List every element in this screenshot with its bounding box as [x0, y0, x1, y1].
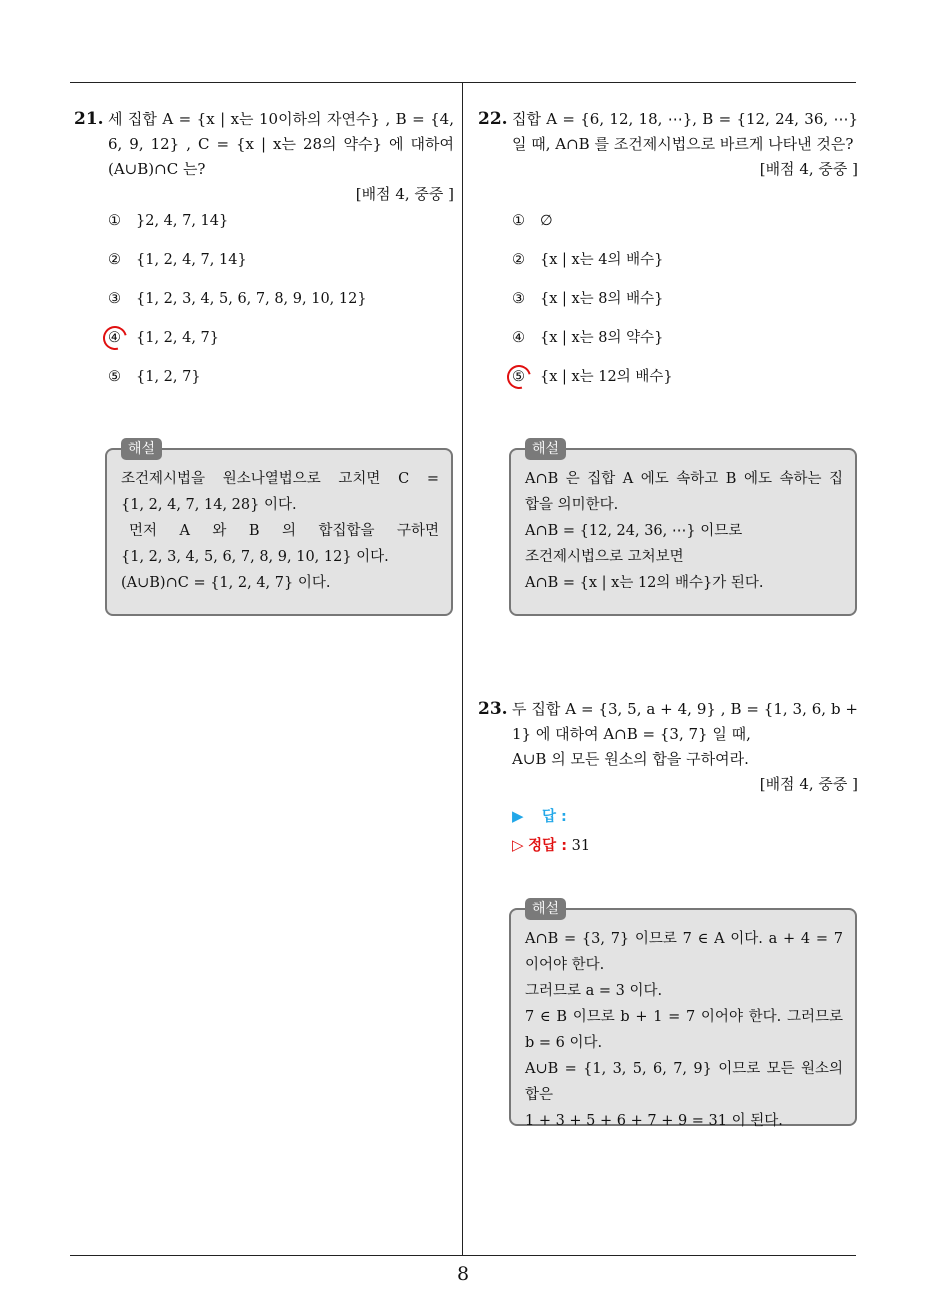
choice-number: ⑤ — [108, 369, 121, 385]
choice-number: ③ — [108, 291, 121, 307]
choice-text: {1, 2, 4, 7, 14} — [136, 252, 247, 268]
choice-4[interactable] — [512, 325, 663, 351]
page-number: 8 — [456, 1263, 470, 1285]
choice-number: ① — [512, 213, 525, 229]
explanation-line: 7 ∈ B 이므로 b + 1 = 7 이어야 한다. 그러므로 — [525, 1009, 843, 1025]
choice-number: ④ — [108, 330, 121, 346]
choice-3[interactable] — [108, 286, 367, 312]
explanation-tag: 해설 — [525, 898, 566, 920]
choice-3[interactable] — [512, 286, 663, 312]
question-number: 21. — [74, 109, 104, 129]
question-number: 23. — [478, 699, 508, 719]
choice-number: ② — [512, 252, 525, 268]
explanation-line: A∩B = {12, 24, 36, ⋯} 이므로 — [525, 523, 743, 539]
choice-number: ③ — [512, 291, 525, 307]
choice-text: {x | x는 4의 배수} — [540, 252, 664, 268]
explanation-line: 1 + 3 + 5 + 6 + 7 + 9 = 31 이 된다. — [525, 1113, 783, 1129]
explanation-line: A∩B 은 집합 A 에도 속하고 B 에도 속하는 집 — [525, 471, 843, 487]
choice-1[interactable] — [108, 208, 228, 234]
explanation-line: 조건제시법을 원소나열법으로 고치면 C = — [121, 471, 439, 487]
red-circle-mark — [99, 322, 132, 355]
answer-row[interactable] — [512, 802, 590, 831]
explanation-line: A∪B = {1, 3, 5, 6, 7, 9} 이므로 모든 원소의 합은 — [525, 1061, 843, 1103]
explanation-line: b = 6 이다. — [525, 1035, 603, 1051]
choice-5[interactable] — [512, 364, 673, 390]
correct-answer-row — [512, 831, 590, 860]
choice-number: ④ — [512, 330, 525, 346]
choice-number: ⑤ — [512, 369, 525, 385]
answer-label: 답 : — [541, 809, 567, 825]
question-meta: [배점 4, 중중 ] — [355, 185, 454, 203]
correct-answer-label: 정답 : — [528, 838, 568, 854]
red-circle-mark — [503, 361, 536, 394]
explanation-box-21 — [105, 441, 453, 616]
explanation-line: A∩B = {3, 7} 이므로 7 ∈ A 이다. a + 4 = 7 — [525, 931, 843, 947]
question-text-2: A∪B 의 모든 원소의 합을 구하여라. — [512, 750, 749, 768]
question-text: 세 집합 A = {x | x는 10이하의 자연수} , B = {4, 6, 9, 12} , C = {x | x는 28의 약수} 에 대하여 (A∪B)∩C 는? — [108, 110, 454, 178]
choice-5[interactable] — [108, 364, 201, 390]
explanation-line: 합을 의미한다. — [525, 497, 619, 513]
choice-2[interactable] — [512, 247, 663, 273]
explanation-line: {1, 2, 4, 7, 14, 28} 이다. — [121, 497, 297, 513]
explanation-box-23 — [509, 901, 857, 1129]
explanation-tag: 해설 — [121, 438, 162, 460]
explanation-line: 조건제시법으로 고처보면 — [525, 549, 684, 565]
correct-answer-value: 31 — [571, 838, 591, 854]
outline-triangle-icon: ▷ — [512, 836, 524, 854]
choice-text: {x | x는 8의 약수} — [540, 330, 664, 346]
bottom-rule — [70, 1255, 856, 1256]
answer-area — [512, 802, 590, 860]
choice-4[interactable] — [108, 325, 219, 351]
choice-text: }2, 4, 7, 14} — [136, 213, 229, 229]
explanation-box-22 — [509, 441, 857, 616]
question-22 — [478, 107, 858, 182]
question-text: 두 집합 A = {3, 5, a + 4, 9} , B = {1, 3, 6, b + 1} 에 대하여 A∩B = {3, 7} 일 때, — [512, 700, 858, 743]
explanation-line: 이어야 한다. — [525, 957, 605, 973]
choice-number: ① — [108, 213, 121, 229]
explanation-line: 먼저 A 와 B 의 합집합을 구하면 — [129, 523, 439, 539]
choice-text: {1, 2, 4, 7} — [136, 330, 220, 346]
choice-text: ∅ — [540, 213, 553, 229]
question-meta: [배점 4, 중중 ] — [759, 160, 858, 178]
choice-text: {1, 2, 3, 4, 5, 6, 7, 8, 9, 10, 12} — [136, 291, 367, 307]
question-meta: [배점 4, 중중 ] — [759, 775, 858, 793]
choice-2[interactable] — [108, 247, 247, 273]
choice-text: {x | x는 8의 배수} — [540, 291, 664, 307]
question-number: 22. — [478, 109, 508, 129]
question-23 — [478, 697, 858, 797]
choice-1[interactable] — [512, 208, 553, 234]
question-text: 집합 A = {6, 12, 18, ⋯}, B = {12, 24, 36, ⋯} 일 때, A∩B 를 조건제시법으로 바르게 나타낸 것은? — [512, 110, 858, 153]
choice-number: ② — [108, 252, 121, 268]
explanation-line: 그러므로 a = 3 이다. — [525, 983, 663, 999]
explanation-line: (A∪B)∩C = {1, 2, 4, 7} 이다. — [121, 575, 331, 591]
explanation-tag: 해설 — [525, 438, 566, 460]
explanation-line: {1, 2, 3, 4, 5, 6, 7, 8, 9, 10, 12} 이다. — [121, 549, 389, 565]
choice-text: {1, 2, 7} — [136, 369, 201, 385]
explanation-line: A∩B = {x | x는 12의 배수}가 된다. — [525, 575, 764, 591]
choice-text: {x | x는 12의 배수} — [540, 369, 673, 385]
column-divider — [462, 83, 463, 1255]
filled-triangle-icon: ▶ — [512, 807, 524, 825]
top-rule — [70, 82, 856, 83]
question-21 — [74, 107, 454, 207]
